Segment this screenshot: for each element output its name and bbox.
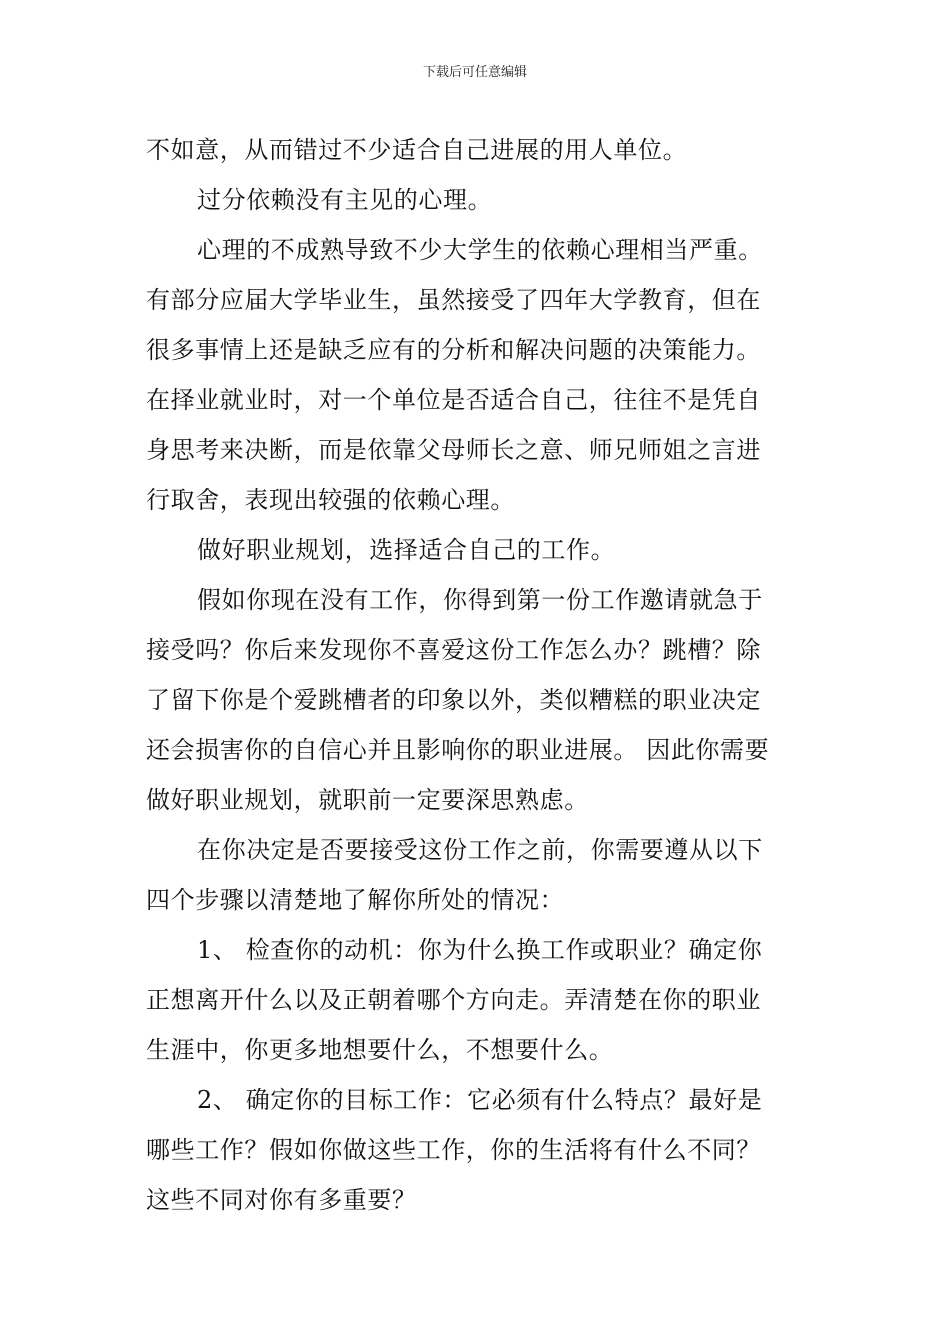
text-line: 心理的不成熟导致不少大学生的依赖心理相当严重。 xyxy=(197,236,763,264)
text-line: 行取舍，表现出较强的依赖心理。 xyxy=(146,486,515,514)
text-line: 假如你现在没有工作，你得到第一份工作邀请就急于 xyxy=(197,586,763,614)
text-line: 接受吗？你后来发现你不喜爱这份工作怎么办？跳槽？除 xyxy=(146,636,761,664)
text-line: 身思考来决断，而是依靠父母师长之意、师兄师姐之言进 xyxy=(146,436,761,464)
text-line: 不如意，从而错过不少适合自己进展的用人单位。 xyxy=(146,136,688,164)
text-line: 还会损害你的自信心并且影响你的职业进展。 因此你需要 xyxy=(146,736,770,764)
text-line: 过分依赖没有主见的心理。 xyxy=(197,186,493,214)
text-line: 正想离开什么以及正朝着哪个方向走。弄清楚在你的职业 xyxy=(146,986,761,1014)
page-header: 下载后可任意编辑 xyxy=(422,65,527,80)
text-line: 有部分应届大学毕业生，虽然接受了四年大学教育，但在 xyxy=(146,286,761,314)
text-line: 四个步骤以清楚地了解你所处的情况： xyxy=(146,886,565,914)
text-line: 生涯中，你更多地想要什么，不想要什么。 xyxy=(146,1036,614,1064)
text-line: 很多事情上还是缺乏应有的分析和解决问题的决策能力。 xyxy=(146,336,761,364)
text-line: 在你决定是否要接受这份工作之前，你需要遵从以下 xyxy=(197,836,763,864)
text-line: 做好职业规划，就职前一定要深思熟虑。 xyxy=(146,786,589,814)
text-line: 在择业就业时，对一个单位是否适合自己，往往不是凭自 xyxy=(146,386,761,414)
list-item-line: 2、 确定你的目标工作：它必须有什么特点？最好是 xyxy=(197,1086,763,1114)
document-body xyxy=(146,125,808,1225)
text-line: 这些不同对你有多重要？ xyxy=(146,1186,417,1214)
text-line: 哪些工作？假如你做这些工作，你的生活将有什么不同？ xyxy=(146,1136,761,1164)
text-line: 做好职业规划，选择适合自己的工作。 xyxy=(197,536,616,564)
text-line: 了留下你是个爱跳槽者的印象以外，类似糟糕的职业决定 xyxy=(146,686,761,714)
list-item-line: 1、 检查你的动机：你为什么换工作或职业？确定你 xyxy=(197,936,763,964)
